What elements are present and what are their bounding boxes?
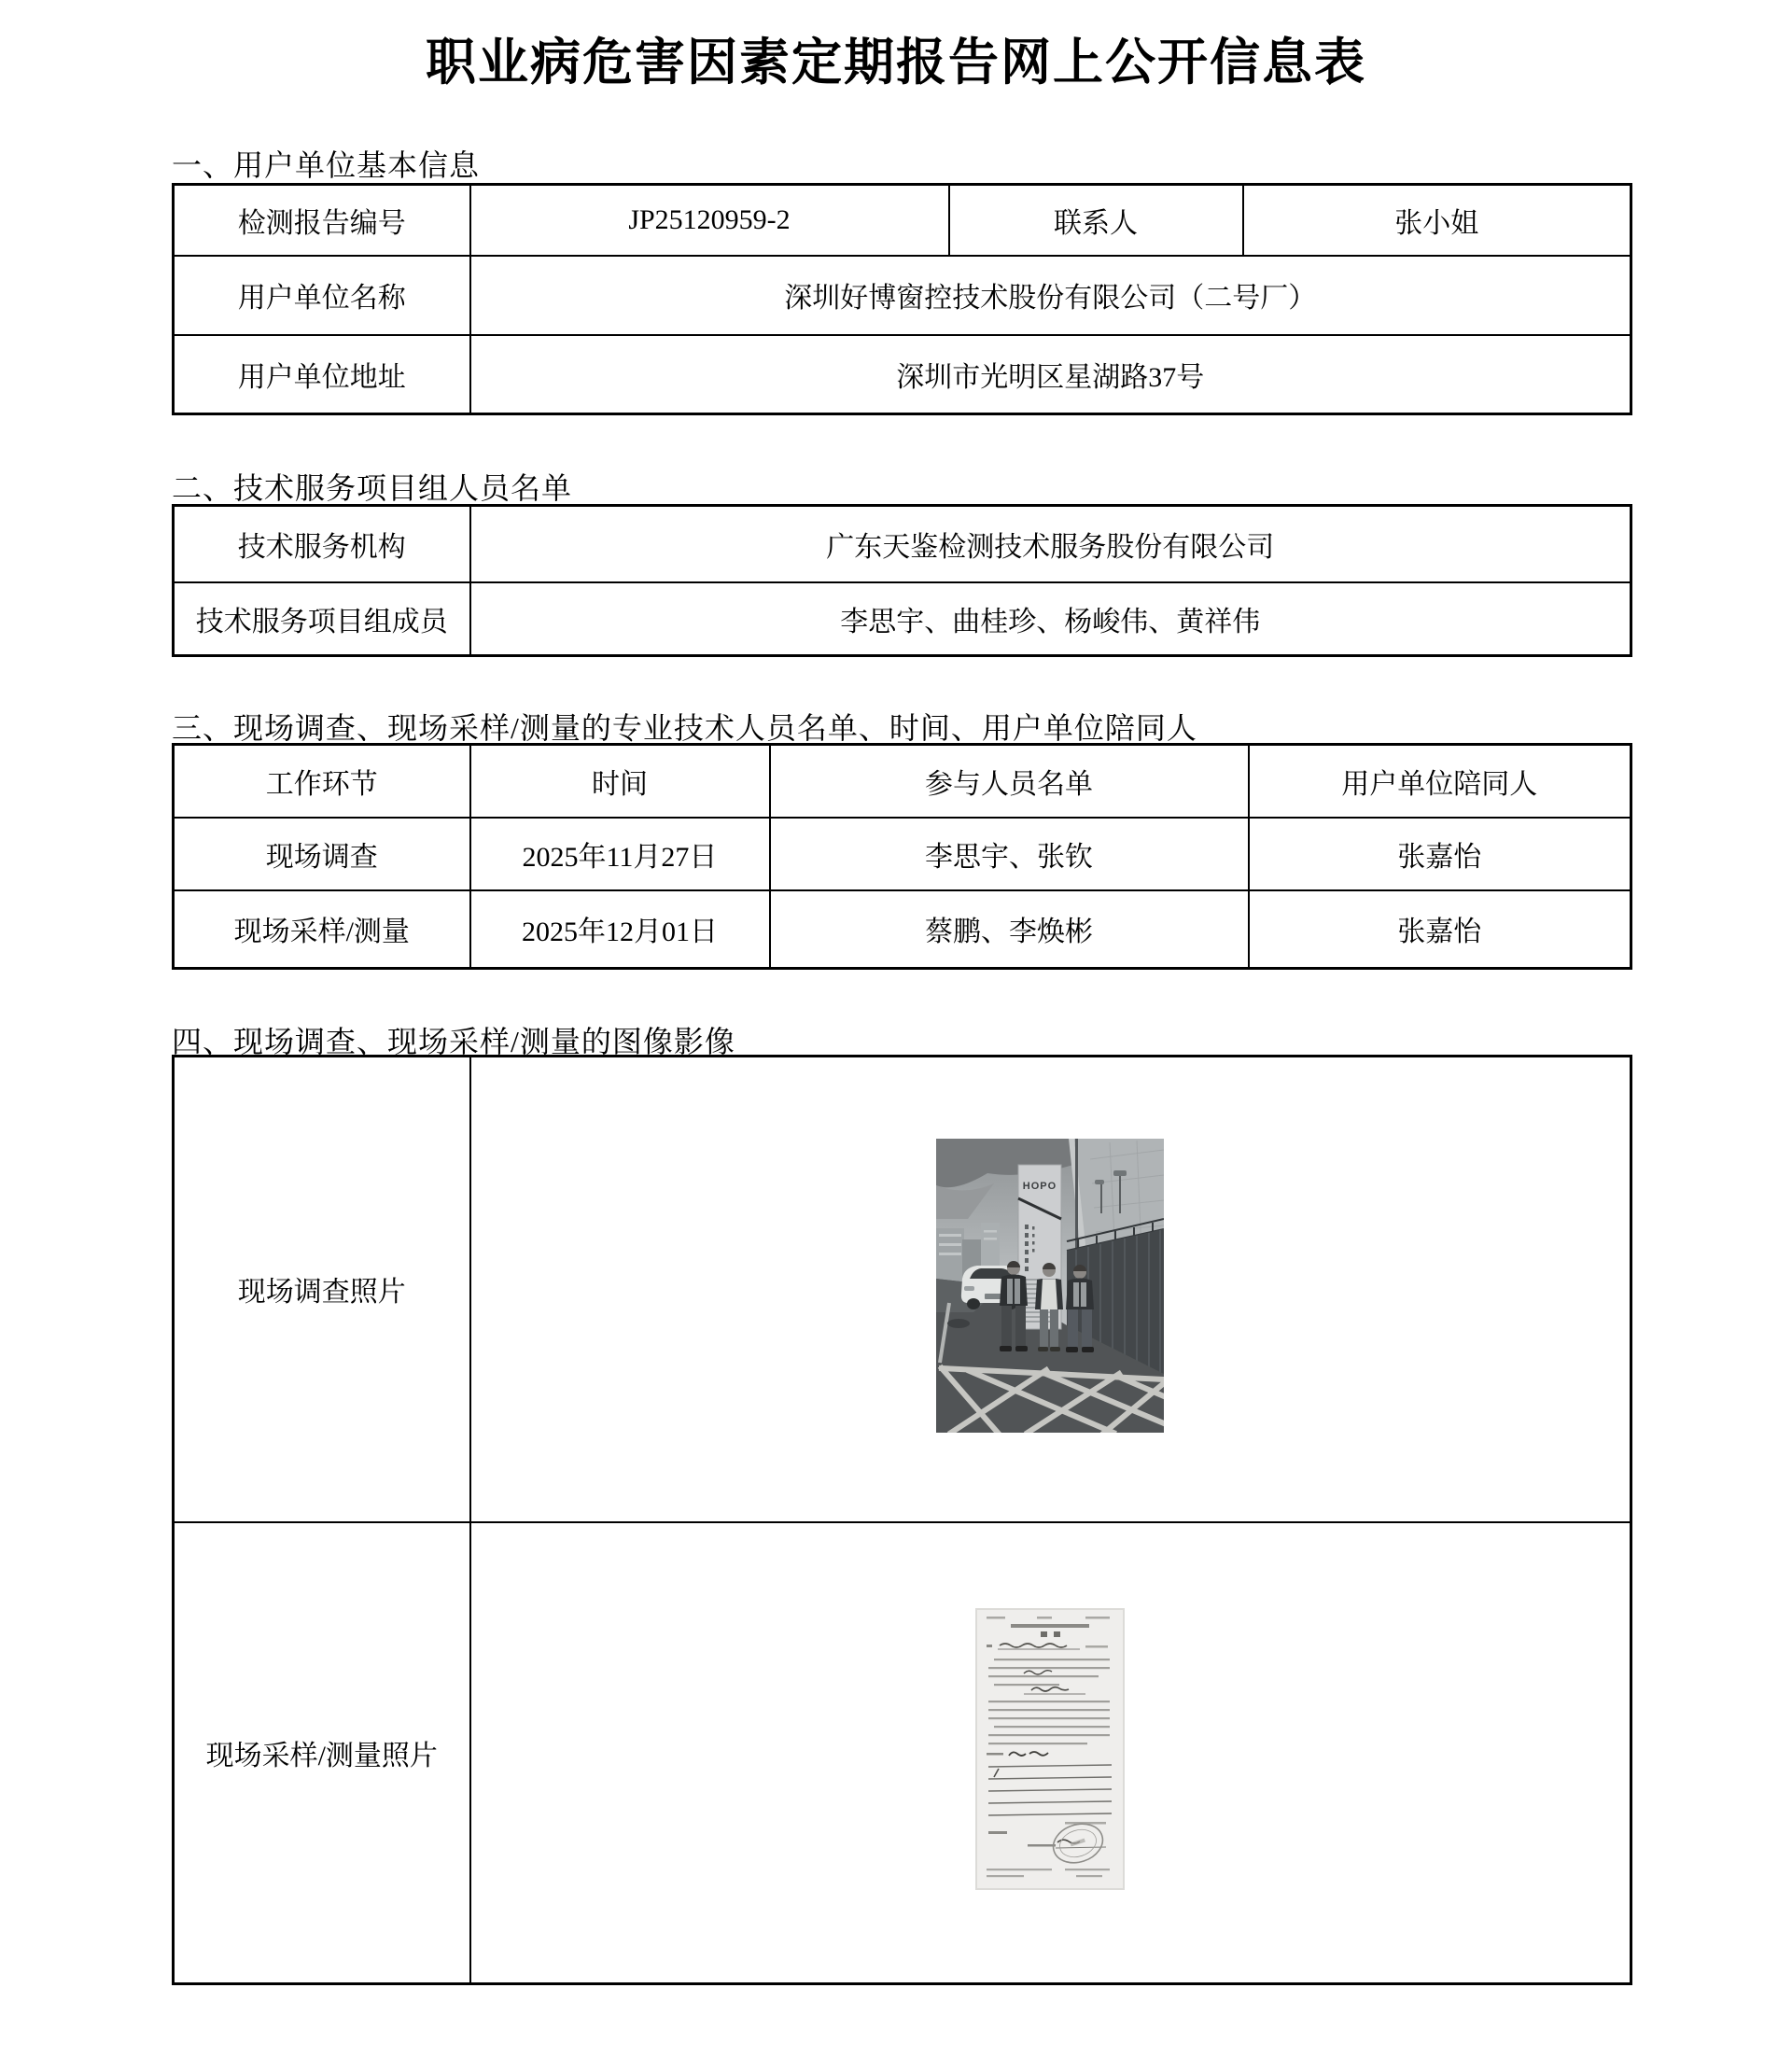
table-row: [174, 582, 1631, 656]
row-time: 2025年11月27日: [470, 818, 770, 890]
survey-photo-label: 现场调查照片: [174, 1057, 470, 1522]
photos-table: [172, 1055, 1632, 1985]
fieldwork-table: [172, 743, 1632, 970]
survey-photo-cell: [470, 1057, 1631, 1522]
report-no-value: JP25120959-2: [470, 185, 949, 256]
row-step: 现场调查: [174, 818, 470, 890]
table-row: [174, 256, 1631, 335]
table-row: [174, 335, 1631, 414]
col-header-time: 时间: [470, 745, 770, 818]
sampling-photo-label: 现场采样/测量照片: [174, 1522, 470, 1984]
col-header-escort: 用户单位陪同人: [1249, 745, 1631, 818]
sampling-document-photo: [975, 1608, 1125, 1890]
site-survey-photo-image: [936, 1139, 1164, 1433]
unit-addr-value: 深圳市光明区星湖路37号: [470, 335, 1631, 414]
team-members-label: 技术服务项目组成员: [174, 582, 470, 656]
table-row: [174, 890, 1631, 969]
row-escort: 张嘉怡: [1249, 818, 1631, 890]
row-escort: 张嘉怡: [1249, 890, 1631, 969]
section-1-heading: 一、用户单位基本信息: [172, 148, 481, 182]
basic-info-table: [172, 183, 1632, 415]
table-row: [174, 506, 1631, 582]
unit-name-label: 用户单位名称: [174, 256, 470, 335]
contact-value: 张小姐: [1243, 185, 1631, 256]
report-no-label: 检测报告编号: [174, 185, 470, 256]
table-row: [174, 185, 1631, 256]
row-time: 2025年12月01日: [470, 890, 770, 969]
col-header-step: 工作环节: [174, 745, 470, 818]
team-members-value: 李思宇、曲桂珍、杨峻伟、黄祥伟: [470, 582, 1631, 656]
table-row: [174, 1522, 1631, 1984]
col-header-people: 参与人员名单: [770, 745, 1249, 818]
unit-name-value: 深圳好博窗控技术股份有限公司（二号厂）: [470, 256, 1631, 335]
row-step: 现场采样/测量: [174, 890, 470, 969]
table-row: [174, 818, 1631, 890]
row-people: 李思宇、张钦: [770, 818, 1249, 890]
section-4-heading: 四、现场调查、现场采样/测量的图像影像: [172, 1025, 735, 1058]
unit-addr-label: 用户单位地址: [174, 335, 470, 414]
site-survey-photo: [936, 1139, 1164, 1433]
page-title: 职业病危害因素定期报告网上公开信息表: [426, 35, 1366, 91]
section-2-heading: 二、技术服务项目组人员名单: [172, 471, 573, 505]
sampling-document-photo-image: [975, 1608, 1125, 1890]
table-header-row: [174, 745, 1631, 818]
service-org-value: 广东天鉴检测技术服务股份有限公司: [470, 506, 1631, 582]
section-3-heading: 三、现场调查、现场采样/测量的专业技术人员名单、时间、用户单位陪同人: [172, 711, 1197, 745]
hopo-sign-text: HOPO: [1023, 1180, 1057, 1192]
table-row: [174, 1057, 1631, 1522]
service-team-table: [172, 504, 1632, 657]
camera-pole: [1100, 1182, 1102, 1213]
row-people: 蔡鹏、李焕彬: [770, 890, 1249, 969]
contact-label: 联系人: [949, 185, 1243, 256]
document-title-bar: [1011, 1624, 1089, 1628]
sampling-photo-cell: [470, 1522, 1631, 1984]
service-org-label: 技术服务机构: [174, 506, 470, 582]
